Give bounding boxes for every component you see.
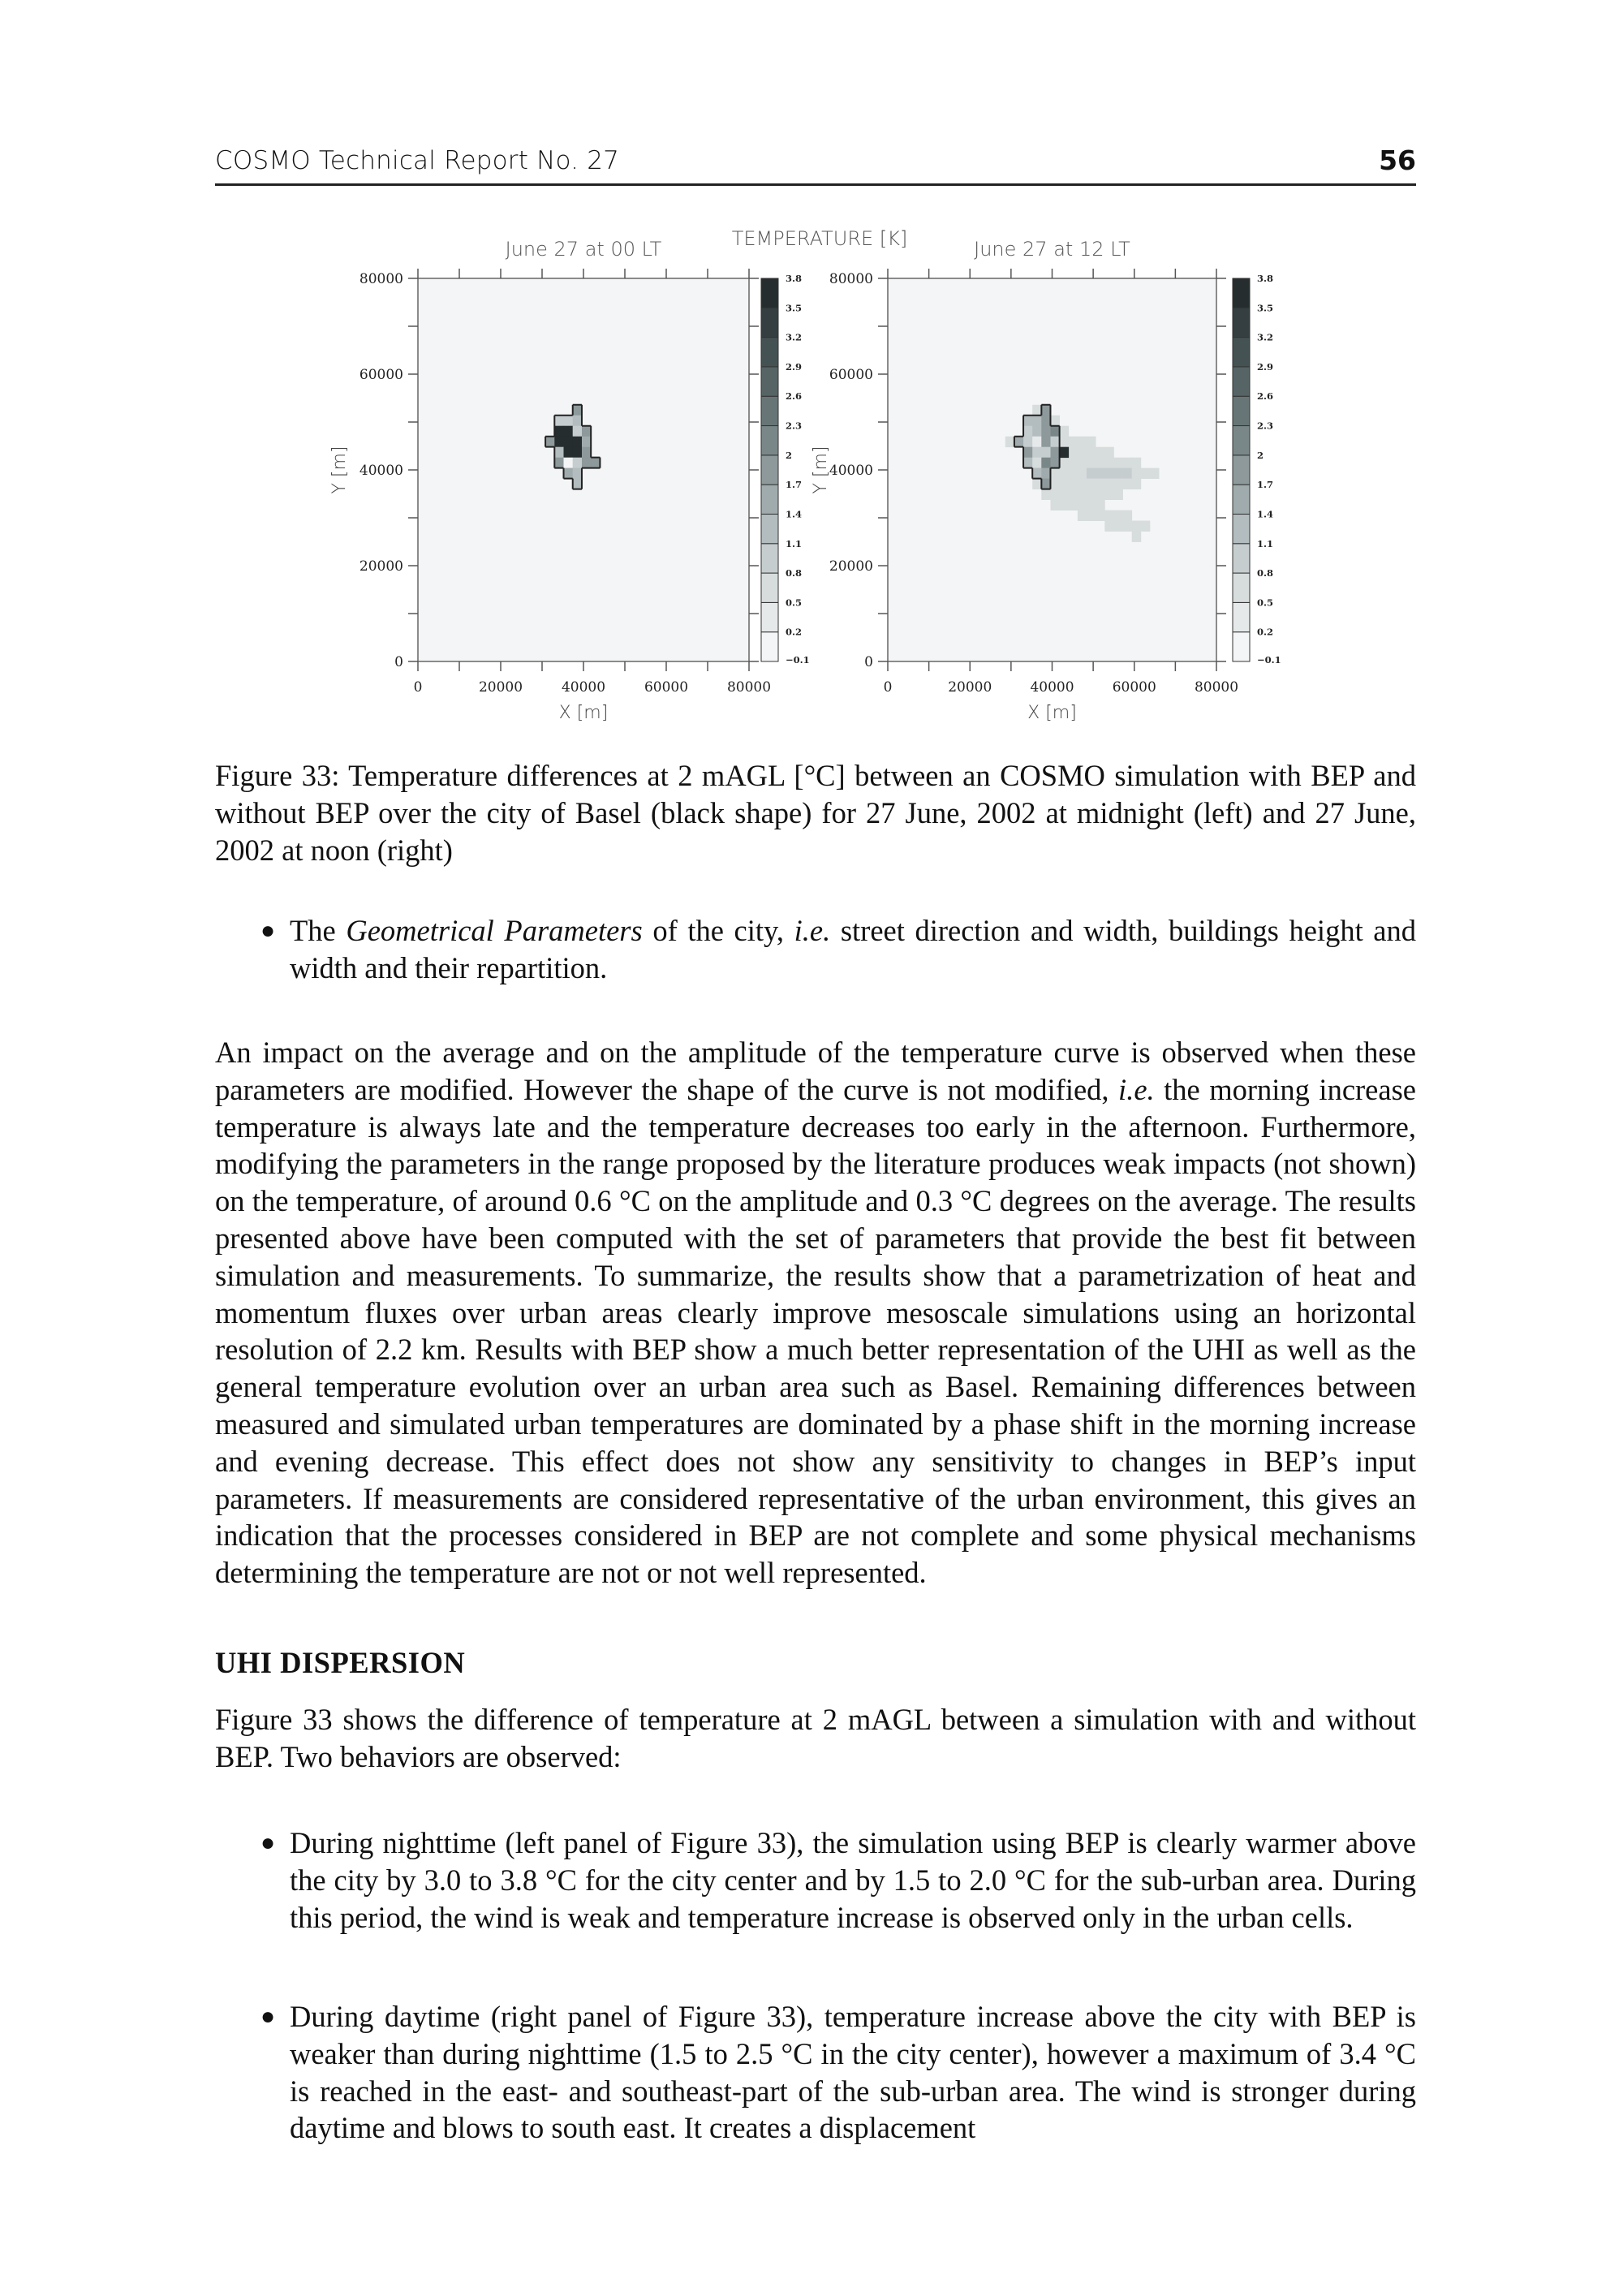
- heatmap-cell: [1023, 458, 1033, 468]
- heatmap-cell: [573, 426, 583, 437]
- heatmap-cell: [1041, 447, 1051, 458]
- heatmap-cell: [564, 437, 574, 447]
- heatmap-cell: [1032, 468, 1042, 479]
- heatmap-cell: [1104, 489, 1114, 500]
- heatmap-cell: [564, 426, 574, 437]
- heatmap-cell: [1132, 405, 1142, 416]
- heatmap-cell: [1078, 447, 1087, 458]
- heatmap-cell: [554, 447, 564, 458]
- list-item: [215, 1824, 1416, 1936]
- heatmap-cell: [1078, 479, 1087, 489]
- heatmap-cell: [1141, 468, 1151, 479]
- heatmap-cell: [1087, 437, 1096, 447]
- heatmap-cell: [1069, 489, 1078, 500]
- paragraph-uhi-dispersion: [215, 1701, 1416, 1776]
- bullet-text: During daytime (right panel of Figure 33), temperature increase above the city with BEP is weaker than during nighttime (1.5 to 2.5 °C in the city center), however a maximum of 3.4 °C is reached in the east- and southeast-part of the sub-urban area. The wind is stronger during daytime and blows to south east. It creates a displacement: [290, 2000, 1416, 2145]
- colorbar-swatch: [761, 367, 778, 396]
- heatmap-cell: [545, 437, 555, 447]
- panel-noon: [811, 238, 1281, 723]
- heatmap-cell: [1032, 458, 1042, 468]
- heatmap-cell: [564, 468, 574, 479]
- colorbar-swatch: [1233, 514, 1250, 543]
- heatmap-cell: [1005, 437, 1015, 447]
- colorbar-swatch: [761, 308, 778, 337]
- heatmap-cell: [573, 479, 583, 489]
- colorbar-label: 0.2: [1257, 626, 1274, 638]
- heatmap-cell: [1069, 468, 1078, 479]
- heatmap-cell: [573, 447, 583, 458]
- heatmap-cell: [1104, 521, 1114, 532]
- x-tick-label: 40000: [1030, 679, 1074, 696]
- heatmap-cell: [1113, 394, 1123, 405]
- heatmap-cell: [1150, 426, 1160, 437]
- heatmap-cell: [1041, 437, 1051, 447]
- heatmap-cell: [1096, 447, 1105, 458]
- panel-midnight: [329, 238, 810, 723]
- panel-title: June 27 at 12 LT: [974, 238, 1130, 261]
- heatmap-cell: [1060, 447, 1070, 458]
- heatmap-cell: [1150, 468, 1160, 479]
- y-tick-label: 40000: [829, 463, 873, 479]
- chart-title: TEMPERATURE [K]: [731, 227, 908, 250]
- figure-caption: [215, 757, 1416, 868]
- heatmap-cell: [1123, 521, 1133, 532]
- heatmap-cell: [564, 458, 574, 468]
- heatmap-cell: [1113, 489, 1123, 500]
- colorbar-label: 1.7: [1257, 479, 1274, 491]
- heatmap-cell: [1023, 416, 1033, 426]
- heatmap-cell: [1132, 479, 1142, 489]
- heatmap-cell: [1104, 510, 1114, 521]
- heatmap-cell: [582, 447, 592, 458]
- heatmap-cell: [1078, 489, 1087, 500]
- y-tick-label: 0: [864, 654, 873, 670]
- heatmap-cell: [1159, 426, 1169, 437]
- heatmap-cell: [1087, 384, 1096, 394]
- heatmap-cell: [1032, 447, 1042, 458]
- bullet-list-parameters: [215, 912, 1416, 987]
- x-tick-label: 20000: [948, 679, 992, 696]
- colorbar-label: 3.8: [1257, 273, 1274, 284]
- colorbar-swatch: [761, 396, 778, 425]
- heatmap-cell: [1123, 479, 1133, 489]
- colorbar-swatch: [761, 602, 778, 631]
- bullet-prefix: The: [290, 914, 347, 947]
- heatmap-cell: [1087, 510, 1096, 521]
- x-tick-label: 60000: [644, 679, 689, 696]
- heatmap-cell: [1060, 458, 1070, 468]
- heatmap-cell: [1078, 458, 1087, 468]
- heatmap-cell: [1023, 510, 1033, 521]
- heatmap-cell: [1104, 468, 1114, 479]
- heatmap-cell: [573, 468, 583, 479]
- x-tick-label: 0: [413, 679, 423, 696]
- colorbar-label: 0.8: [1257, 567, 1274, 579]
- colorbar-swatch: [761, 426, 778, 455]
- heatmap-cell: [573, 416, 583, 426]
- heatmap-cell: [1060, 500, 1070, 510]
- y-tick-label: 20000: [359, 558, 403, 575]
- heatmap-cell: [1078, 468, 1087, 479]
- heatmap-cell: [1087, 373, 1096, 384]
- colorbar-swatch: [1233, 573, 1250, 602]
- heatmap-cell: [1087, 458, 1096, 468]
- heatmap-cell: [1096, 479, 1105, 489]
- paragraph-text-part1: An impact on the average and on the amplitude of the temperature curve is observed when these parameters are modified. However the shape of the curve is not modified,: [215, 1036, 1416, 1106]
- colorbar-label: 0.2: [786, 626, 803, 638]
- colorbar-label: 0.5: [786, 597, 803, 609]
- bullet-middle: of the city,: [642, 914, 794, 947]
- heatmap-cell: [582, 437, 592, 447]
- heatmap-cell: [1078, 437, 1087, 447]
- colorbar-label: 3.5: [786, 302, 803, 314]
- heatmap-cell: [1159, 416, 1169, 426]
- colorbar-swatch: [1233, 367, 1250, 396]
- heatmap-cell: [1041, 479, 1051, 489]
- heatmap-cell: [1041, 489, 1051, 500]
- bullet-italic-term: Geometrical Parameters: [346, 914, 643, 947]
- heatmap-cell: [1032, 416, 1042, 426]
- heatmap-cell: [573, 437, 583, 447]
- panel-title: June 27 at 00 LT: [505, 238, 662, 261]
- heatmap-cell: [1123, 458, 1133, 468]
- x-axis-label: X [m]: [558, 703, 609, 723]
- colorbar-swatch: [761, 455, 778, 485]
- y-axis-label: Y [m]: [811, 446, 831, 494]
- heatmap-cell: [1078, 373, 1087, 384]
- heatmap-cell: [1069, 458, 1078, 468]
- colorbar-label: 1.4: [1257, 508, 1274, 520]
- bullet-icon: ●: [260, 917, 276, 944]
- heatmap-cell: [1104, 479, 1114, 489]
- heatmap-cell: [1060, 468, 1070, 479]
- heatmap-cell: [1087, 468, 1096, 479]
- colorbar-label: 1.1: [1257, 537, 1274, 549]
- paragraph-ie: i.e.: [1118, 1072, 1155, 1106]
- colorbar-swatch: [761, 544, 778, 573]
- caption-text: Figure 33: Temperature differences at 2 mAGL [°C] between an COSMO simulation with BEP and without BEP over the city of Basel (black shape) for 27 June, 2002 at midnight (left) and 27 June, 2002 at noon (right): [215, 759, 1416, 867]
- heatmap-cell: [1041, 468, 1051, 479]
- colorbar-label: −0.1: [786, 654, 810, 666]
- heatmap-cell: [1132, 532, 1142, 542]
- heatmap-cell: [1060, 479, 1070, 489]
- heatmap-cell: [1069, 479, 1078, 489]
- heatmap-cell: [1132, 468, 1142, 479]
- plot-background: [418, 278, 749, 661]
- heatmap-cell: [1032, 521, 1042, 532]
- report-title: COSMO Technical Report No. 27: [215, 146, 620, 175]
- colorbar-label: 0.8: [786, 567, 803, 579]
- figure-33: [0, 0, 1623, 747]
- bullet-daytime: [215, 1998, 1416, 2147]
- heatmap-cell: [554, 426, 564, 437]
- colorbar-swatch: [1233, 544, 1250, 573]
- heatmap-cell: [1051, 437, 1061, 447]
- y-tick-label: 80000: [829, 271, 873, 287]
- section-heading: UHI DISPERSION: [215, 1646, 466, 1679]
- colorbar-label: 1.4: [786, 508, 803, 520]
- heatmap-cell: [1087, 500, 1096, 510]
- y-tick-label: 80000: [359, 271, 403, 287]
- heatmap-cell: [1113, 479, 1123, 489]
- heatmap-cell: [1132, 416, 1142, 426]
- y-tick-label: 0: [394, 654, 403, 670]
- heatmap-cell: [1060, 426, 1070, 437]
- heatmap-cell: [1096, 458, 1105, 468]
- x-tick-label: 60000: [1112, 679, 1156, 696]
- colorbar-label: 2.9: [786, 360, 803, 373]
- heatmap-cell: [1104, 394, 1114, 405]
- colorbar-swatch: [1233, 278, 1250, 308]
- paragraph-parameter-impact: [215, 1034, 1416, 1592]
- colorbar-label: 0.5: [1257, 597, 1274, 609]
- y-axis-label: Y [m]: [329, 446, 350, 494]
- heatmap-cell: [582, 458, 592, 468]
- heatmap-cell: [1041, 426, 1051, 437]
- heatmap-cell: [1041, 458, 1051, 468]
- colorbar-label: 2: [1257, 449, 1264, 461]
- heatmap-cell: [1123, 468, 1133, 479]
- heatmap-cell: [1123, 510, 1133, 521]
- heatmap-cell: [1113, 468, 1123, 479]
- list-item: [215, 1998, 1416, 2147]
- heatmap-cell: [1023, 437, 1033, 447]
- bullet-nighttime: [215, 1824, 1416, 1936]
- heatmap-cell: [1132, 521, 1142, 532]
- colorbar-label: 2.3: [1257, 420, 1274, 432]
- heatmap-cell: [1069, 500, 1078, 510]
- bullet-suffix: street direction and width, buildings height and width and their repartition.: [290, 914, 1417, 984]
- heatmap-cell: [1113, 521, 1123, 532]
- colorbar-label: 2.9: [1257, 360, 1274, 373]
- heatmap-cell: [1060, 437, 1070, 447]
- heatmap-cell: [1032, 479, 1042, 489]
- heatmap-cell: [1104, 447, 1114, 458]
- heatmap-cell: [1096, 500, 1105, 510]
- colorbar-swatch: [761, 573, 778, 602]
- colorbar-swatch: [761, 485, 778, 514]
- heatmap-cell: [1096, 468, 1105, 479]
- heatmap-cell: [1113, 405, 1123, 416]
- heatmap-cell: [1096, 384, 1105, 394]
- colorbar-swatch: [1233, 426, 1250, 455]
- x-tick-label: 40000: [561, 679, 606, 696]
- heatmap-cell: [1141, 521, 1151, 532]
- heatmap-cell: [554, 437, 564, 447]
- y-tick-label: 40000: [359, 463, 403, 479]
- colorbar-label: −0.1: [1257, 654, 1281, 666]
- heatmap-cell: [1051, 489, 1061, 500]
- heatmap-cell: [564, 447, 574, 458]
- heatmap-cell: [1023, 447, 1033, 458]
- bullet-ie: i.e.: [794, 914, 831, 947]
- paragraph-text: Figure 33 shows the difference of temperature at 2 mAGL between a simulation with and without BEP. Two behaviors are observed:: [215, 1703, 1416, 1773]
- paragraph-text-part2: the morning increase temperature is always late and the temperature decreases too early in the afternoon. Furthermore, modifying the parameters in the range proposed by the literature produces weak impacts (not shown) on the temperature, of around 0.6 °C on the amplitude and 0.3 °C degrees on the average. The results presented above have been computed with the set of parameters that provide the best fit between simulation and measurements. To summarize, the results show that a parametrization of heat and momentum fluxes over urban areas clearly improve mesoscale simulations using an horizontal resolution of 2.2 km. Results with BEP show a much better representation of the UHI as well as the general temperature evolution over an urban area such as Basel. Remaining differences between measured and simulated urban temperatures are dominated by a phase shift in the morning increase and evening decrease. This effect does not show any sensitivity to changes in BEP’s input parameters. If measurements are considered representative of the urban environment, this gives an indication that the processes considered in BEP are not complete and some physical mechanisms determining the temperature are not or not well represented.: [215, 1072, 1416, 1590]
- heatmap-cell: [1087, 489, 1096, 500]
- heatmap-cell: [1032, 405, 1042, 416]
- colorbar-label: 2: [786, 449, 793, 461]
- colorbar-swatch: [1233, 396, 1250, 425]
- heatmap-cell: [1041, 416, 1051, 426]
- colorbar-label: 2.6: [1257, 390, 1274, 403]
- heatmap-cell: [1113, 510, 1123, 521]
- heatmap-cell: [1032, 437, 1042, 447]
- heatmap-cell: [1087, 479, 1096, 489]
- heatmap-cell: [1096, 510, 1105, 521]
- heatmap-cell: [1069, 447, 1078, 458]
- heatmap-cell: [1096, 489, 1105, 500]
- heatmap-cell: [1051, 416, 1061, 426]
- heatmap-cell: [1023, 521, 1033, 532]
- heatmap-cell: [573, 405, 583, 416]
- list-item: [215, 912, 1416, 987]
- x-tick-label: 0: [883, 679, 893, 696]
- heatmap-cell: [1051, 426, 1061, 437]
- heatmap-cell: [1087, 447, 1096, 458]
- heatmap-cell: [1078, 510, 1087, 521]
- colorbar-label: 3.5: [1257, 302, 1274, 314]
- colorbar-label: 3.2: [786, 331, 803, 343]
- colorbar-label: 3.2: [1257, 331, 1274, 343]
- heatmap-cell: [1023, 426, 1033, 437]
- heatmap-cell: [573, 458, 583, 468]
- x-tick-label: 20000: [478, 679, 523, 696]
- x-axis-label: X [m]: [1027, 703, 1077, 723]
- colorbar-swatch: [1233, 602, 1250, 631]
- heatmap-cell: [554, 416, 564, 426]
- heatmap-cell: [1051, 468, 1061, 479]
- y-tick-label: 20000: [829, 558, 873, 575]
- heatmap-cell: [1051, 447, 1061, 458]
- heatmap-cell: [1150, 416, 1160, 426]
- heatmap-cell: [1032, 426, 1042, 437]
- colorbar-swatch: [1233, 485, 1250, 514]
- heatmap-cell: [1113, 458, 1123, 468]
- colorbar-swatch: [761, 632, 778, 661]
- heatmap-cell: [1060, 489, 1070, 500]
- x-tick-label: 80000: [726, 679, 772, 696]
- y-tick-label: 60000: [359, 367, 403, 383]
- colorbar-swatch: [1233, 455, 1250, 485]
- colorbar-label: 3.8: [786, 273, 803, 284]
- colorbar-swatch: [1233, 338, 1250, 367]
- colorbar-swatch: [761, 278, 778, 308]
- colorbar-swatch: [1233, 632, 1250, 661]
- x-tick-label: 80000: [1194, 679, 1239, 696]
- page-number: 56: [1379, 144, 1416, 176]
- colorbar-swatch: [761, 338, 778, 367]
- heatmap-cell: [1051, 479, 1061, 489]
- heatmap-cell: [1041, 405, 1051, 416]
- heatmap-cell: [1132, 458, 1142, 468]
- heatmap-cell: [1069, 437, 1078, 447]
- heatmap-cell: [1104, 458, 1114, 468]
- colorbar-swatch: [761, 514, 778, 543]
- heatmap-cell: [582, 426, 592, 437]
- heatmap-cell: [564, 416, 574, 426]
- heatmap-cell: [1014, 437, 1024, 447]
- bullet-text: During nighttime (left panel of Figure 33), the simulation using BEP is clearly warmer above the city by 3.0 to 3.8 °C for the city center and by 1.5 to 2.0 °C for the sub-urban area. During this period, the wind is weak and temperature increase is observed only in the urban cells.: [290, 1826, 1416, 1934]
- colorbar-label: 2.6: [786, 390, 803, 403]
- heatmap-cell: [591, 458, 601, 468]
- colorbar-label: 1.1: [786, 537, 803, 549]
- y-tick-label: 60000: [829, 367, 873, 383]
- heatmap-cell: [1123, 394, 1133, 405]
- colorbar-swatch: [1233, 308, 1250, 337]
- bullet-icon: ●: [260, 1829, 276, 1856]
- heatmap-cell: [1051, 458, 1061, 468]
- heatmap-cell: [1078, 500, 1087, 510]
- heatmap-cell: [554, 458, 564, 468]
- heatmap-cell: [1051, 500, 1061, 510]
- colorbar-label: 1.7: [786, 479, 803, 491]
- colorbar-label: 2.3: [786, 420, 803, 432]
- bullet-icon: ●: [260, 2003, 276, 2030]
- heatmap-cell: [1159, 437, 1169, 447]
